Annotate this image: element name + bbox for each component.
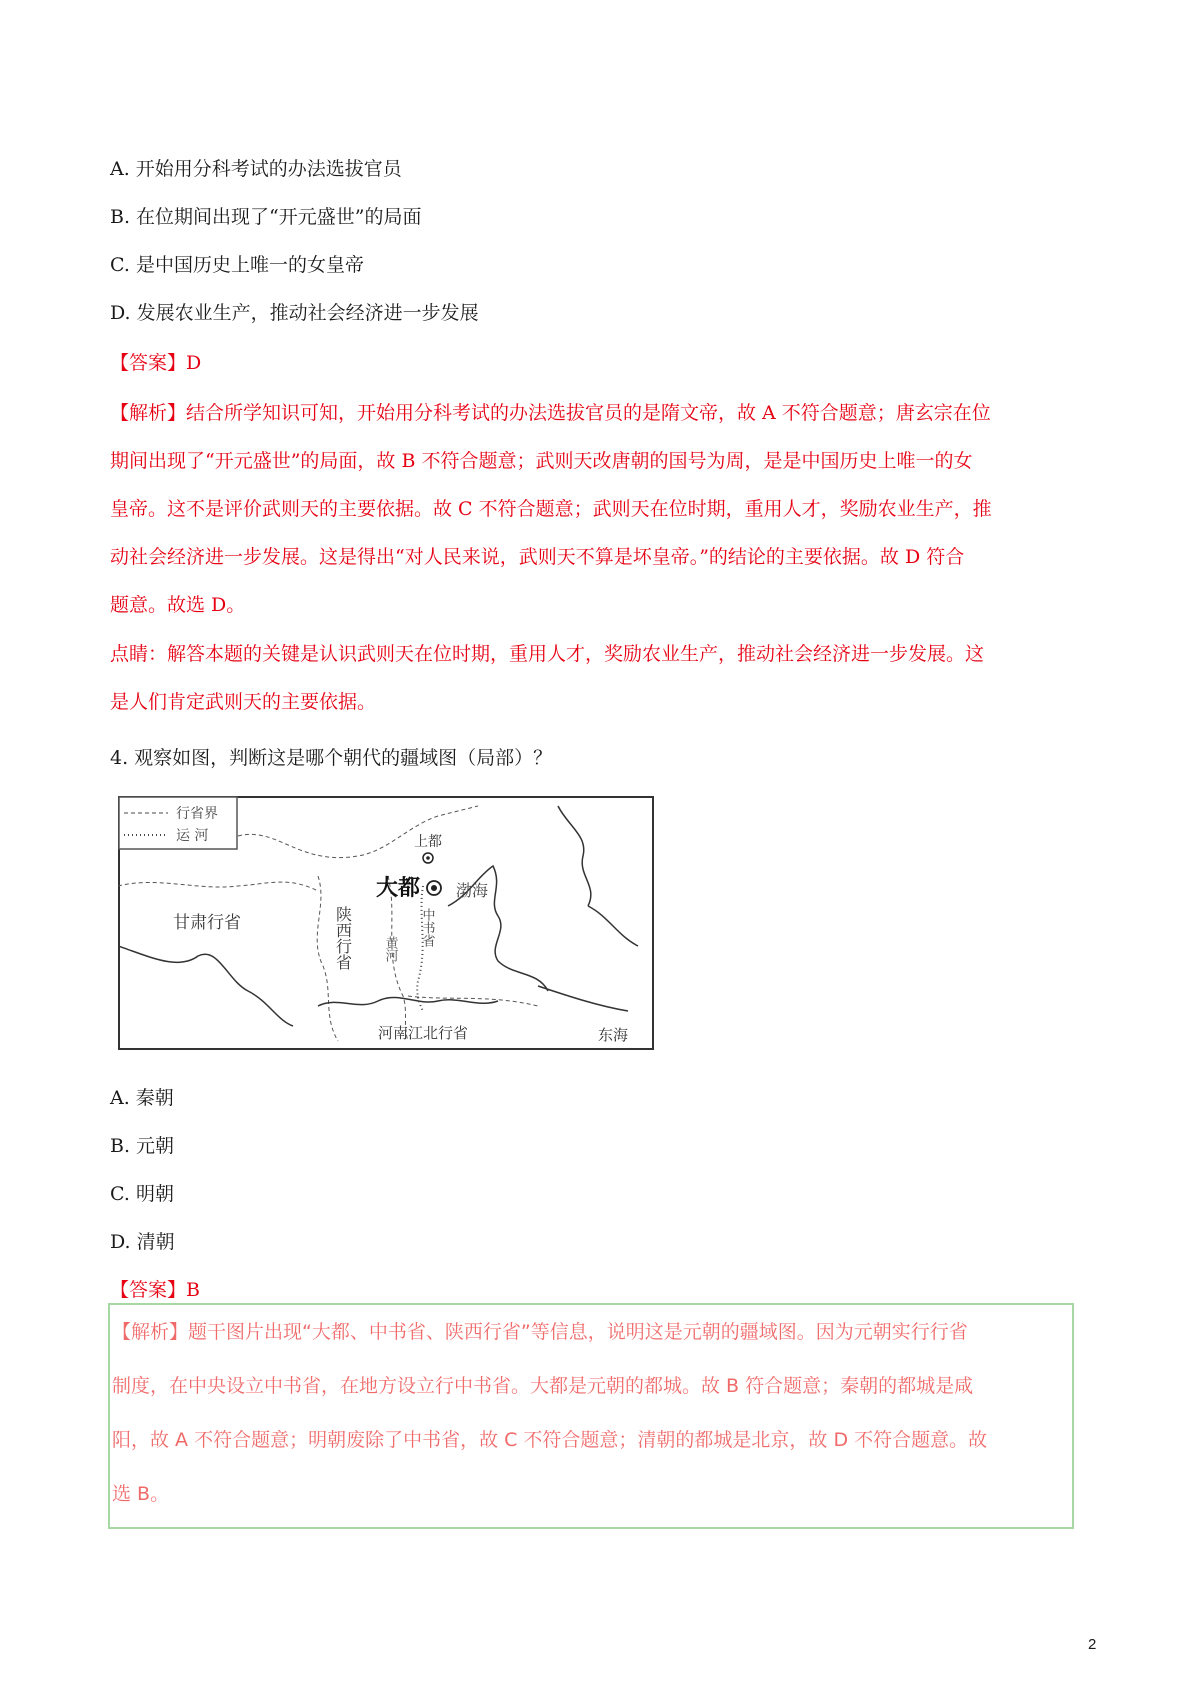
map-label: 陕西行省: [333, 906, 353, 970]
map-label: 黄河: [382, 936, 398, 962]
analysis-line: 制度，在中央设立中书省，在地方设立行中书省。大都是元朝的都城。故 B 符合题意；秦朝的都城是咸: [112, 1375, 974, 1397]
analysis-line: 皇帝。这不是评价武则天的主要依据。故 C 不符合题意；武则天在位时期，重用人才，奖励农业生产，推: [110, 498, 992, 520]
yuan-territory-map: [118, 796, 654, 1050]
analysis-line: 期间出现了“开元盛世”的局面，故 B 不符合题意；武则天改唐朝的国号为周，是是中国历史上唯一的女: [110, 450, 973, 472]
map-label: 河南江北行省: [378, 1024, 469, 1042]
answer-value: B: [186, 1279, 200, 1301]
q3-option-a: A. 开始用分科考试的办法选拔官员: [110, 158, 402, 180]
map-label: 甘肃行省: [173, 913, 241, 933]
map-label: 大都: [376, 875, 421, 901]
answer-tag: 【答案】: [110, 1279, 187, 1301]
q4-option-b: B. 元朝: [110, 1135, 175, 1157]
analysis-line: 阳，故 A 不符合题意；明朝废除了中书省，故 C 不符合题意；清朝的都城是北京，故 D 不符合题意。故: [112, 1429, 988, 1451]
q3-answer: [110, 350, 201, 376]
q4-option-d: D. 清朝: [110, 1231, 175, 1253]
map-label: 东海: [598, 1026, 629, 1044]
q4-answer: [110, 1277, 200, 1303]
q4-option-a: A. 秦朝: [110, 1087, 174, 1109]
q4-analysis: [112, 1305, 1088, 1521]
q3-option-d: D. 发展农业生产，推动社会经济进一步发展: [110, 302, 479, 324]
q3-tip: [110, 630, 1100, 726]
analysis-line: 题意。故选 D。: [110, 594, 246, 616]
answer-tag: 【答案】: [110, 352, 187, 374]
answer-value: D: [186, 352, 202, 374]
q3-analysis: [110, 389, 1100, 629]
tip-line: 是人们肯定武则天的主要依据。: [110, 691, 377, 713]
legend-label: 运 河: [176, 828, 209, 844]
q4-question: 4. 观察如图，判断这是哪个朝代的疆域图（局部）？: [110, 747, 553, 769]
analysis-line: 【解析】题干图片出现“大都、中书省、陕西行省”等信息，说明这是元朝的疆域图。因为元朝实行行省: [112, 1321, 968, 1343]
page-number: 2: [1088, 1636, 1097, 1653]
map-label: 中书省: [419, 908, 435, 947]
q3-option-b: B. 在位期间出现了“开元盛世”的局面: [110, 206, 422, 228]
map-label: 上都: [414, 834, 442, 850]
q3-option-c: C. 是中国历史上唯一的女皇帝: [110, 254, 364, 276]
map-label: 渤海: [456, 881, 489, 900]
analysis-line: 选 B。: [112, 1483, 170, 1505]
q4-option-c: C. 明朝: [110, 1183, 174, 1205]
legend-label: 行省界: [176, 806, 218, 822]
analysis-line: 动社会经济进一步发展。这是得出“对人民来说，武则天不算是坏皇帝。”的结论的主要依据。故 D 符合: [110, 546, 965, 568]
tip-line: 点睛：解答本题的关键是认识武则天在位时期，重用人才，奖励农业生产，推动社会经济进一步发展。这: [110, 643, 985, 665]
analysis-line: 【解析】结合所学知识可知，开始用分科考试的办法选拔官员的是隋文帝，故 A 不符合题意；唐玄宗在位: [110, 402, 991, 424]
